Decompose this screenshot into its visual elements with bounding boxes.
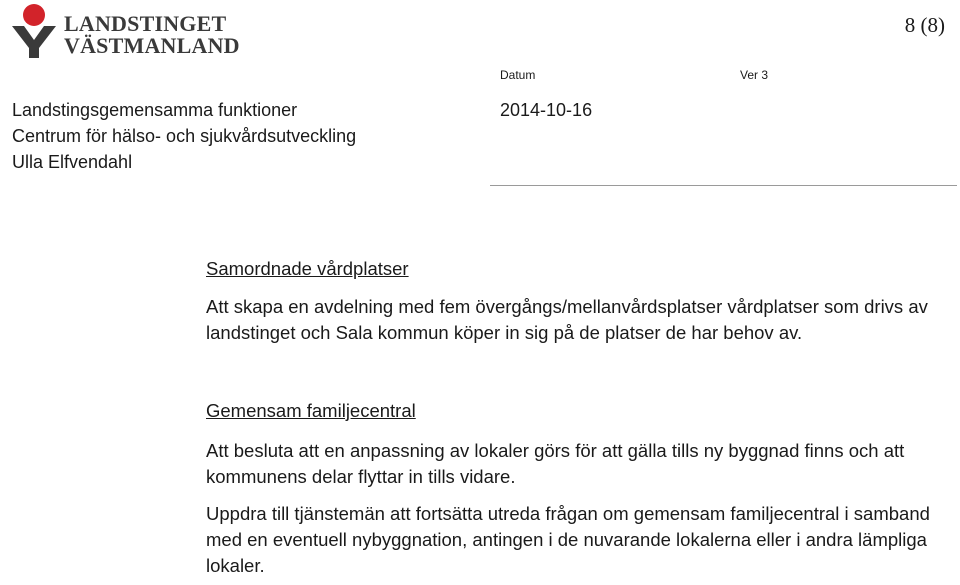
paragraph: Att skapa en avdelning med fem övergångs/mellanvårdsplatser vårdplatser som drivs av landstinget och Sala kommun köper in sig på de platser de har behov av. bbox=[206, 296, 928, 343]
paragraph: Att besluta att en anpassning av lokaler görs för att gälla tills ny byggnad finns och att kommunens delar flyttar in tills vidare. bbox=[206, 440, 905, 487]
section-heading: Gemensam familjecentral bbox=[206, 400, 416, 421]
document-date: 2014-10-16 bbox=[500, 100, 593, 120]
logo-text-line1: LANDSTINGET bbox=[64, 11, 227, 36]
paragraph: Uppdra till tjänstemän att fortsätta utreda frågan om gemensam familjecentral i samband med en eventuell nybyggnation, antingen i de nuvarande lokalerna eller i andra lämpliga lokaler. bbox=[206, 503, 930, 576]
section-samordnade-vardplatser bbox=[206, 256, 951, 346]
section-gemensam-familjecentral bbox=[206, 398, 951, 579]
page-number: 8 (8) bbox=[904, 13, 945, 37]
date-label: Datum bbox=[500, 68, 536, 82]
logo-text-line2: VÄSTMANLAND bbox=[64, 33, 240, 58]
sender-info bbox=[12, 97, 356, 175]
org-line: Ulla Elfvendahl bbox=[12, 152, 133, 172]
org-line: Landstingsgemensamma funktioner bbox=[12, 100, 298, 120]
section-heading: Samordnade vårdplatser bbox=[206, 258, 409, 279]
logo-emblem-icon bbox=[10, 2, 62, 60]
org-line: Centrum för hälso- och sjukvårdsutveckling bbox=[12, 126, 357, 146]
header-divider bbox=[490, 185, 957, 186]
version-label: Ver 3 bbox=[740, 68, 769, 82]
organization-logo bbox=[10, 2, 240, 60]
